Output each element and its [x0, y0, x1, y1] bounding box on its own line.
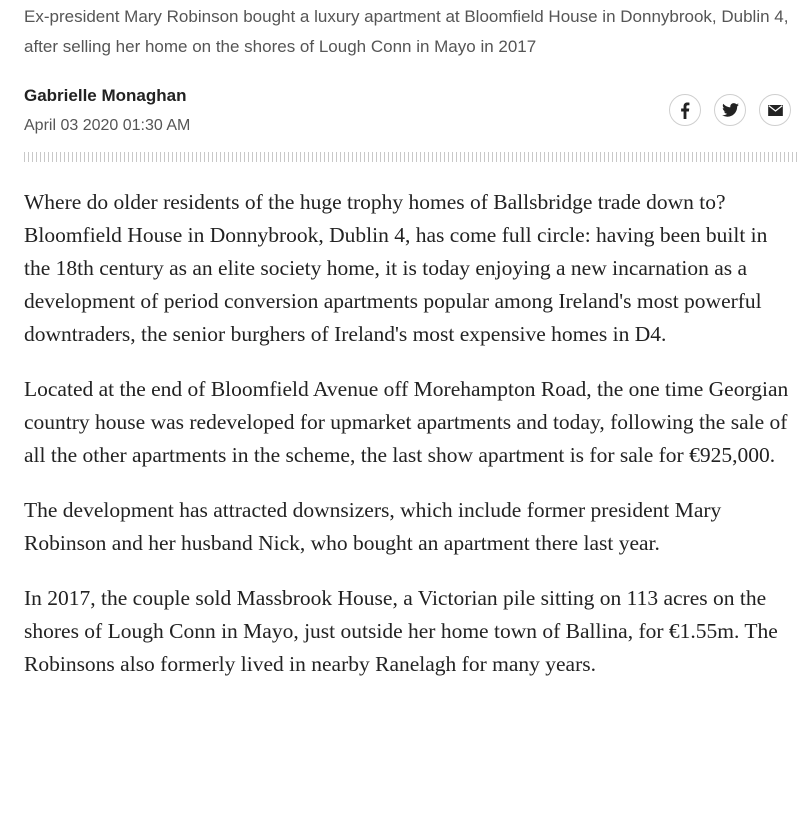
publish-date: April 03 2020 01:30 AM: [24, 117, 191, 134]
article-paragraph: Where do older residents of the huge trophy homes of Ballsbridge trade down to? Bloomfield House in Donnybrook, Dublin 4, has come full circle: having been built in the 18th century as an elite society home, it is today enjoying a new incarnation as a development of period conversion apartments popular among Ireland's most powerful downtraders, the senior burghers of Ireland's most expensive homes in D4.: [24, 190, 768, 346]
facebook-icon: [680, 102, 690, 119]
share-buttons: [669, 94, 791, 126]
author-name[interactable]: Gabrielle Monaghan: [24, 86, 187, 105]
article-paragraph: In 2017, the couple sold Massbrook House, a Victorian pile sitting on 113 acres on the shores of Lough Conn in Mayo, just outside her home town of Ballina, for €1.55m. The Robinsons also formerly lived in nearby Ranelagh for many years.: [24, 586, 778, 676]
email-icon: [768, 105, 783, 116]
article-paragraph: Located at the end of Bloomfield Avenue off Morehampton Road, the one time Georgian country house was redeveloped for upmarket apartments and today, following the sale of all the other apartments in the scheme, the last show apartment is for sale for €925,000.: [24, 377, 789, 467]
share-facebook-button[interactable]: [669, 94, 701, 126]
article-paragraph: The development has attracted downsizers, which include former president Mary Robinson and her husband Nick, who bought an apartment there last year.: [24, 498, 722, 555]
share-twitter-button[interactable]: [714, 94, 746, 126]
header-divider: [24, 152, 798, 162]
share-email-button[interactable]: [759, 94, 791, 126]
article-body: [24, 186, 799, 703]
image-caption: Ex-president Mary Robinson bought a luxury apartment at Bloomfield House in Donnybrook, Dublin 4, after selling her home on the shores of Lough Conn in Mayo in 2017: [24, 7, 789, 56]
twitter-icon: [722, 103, 739, 117]
